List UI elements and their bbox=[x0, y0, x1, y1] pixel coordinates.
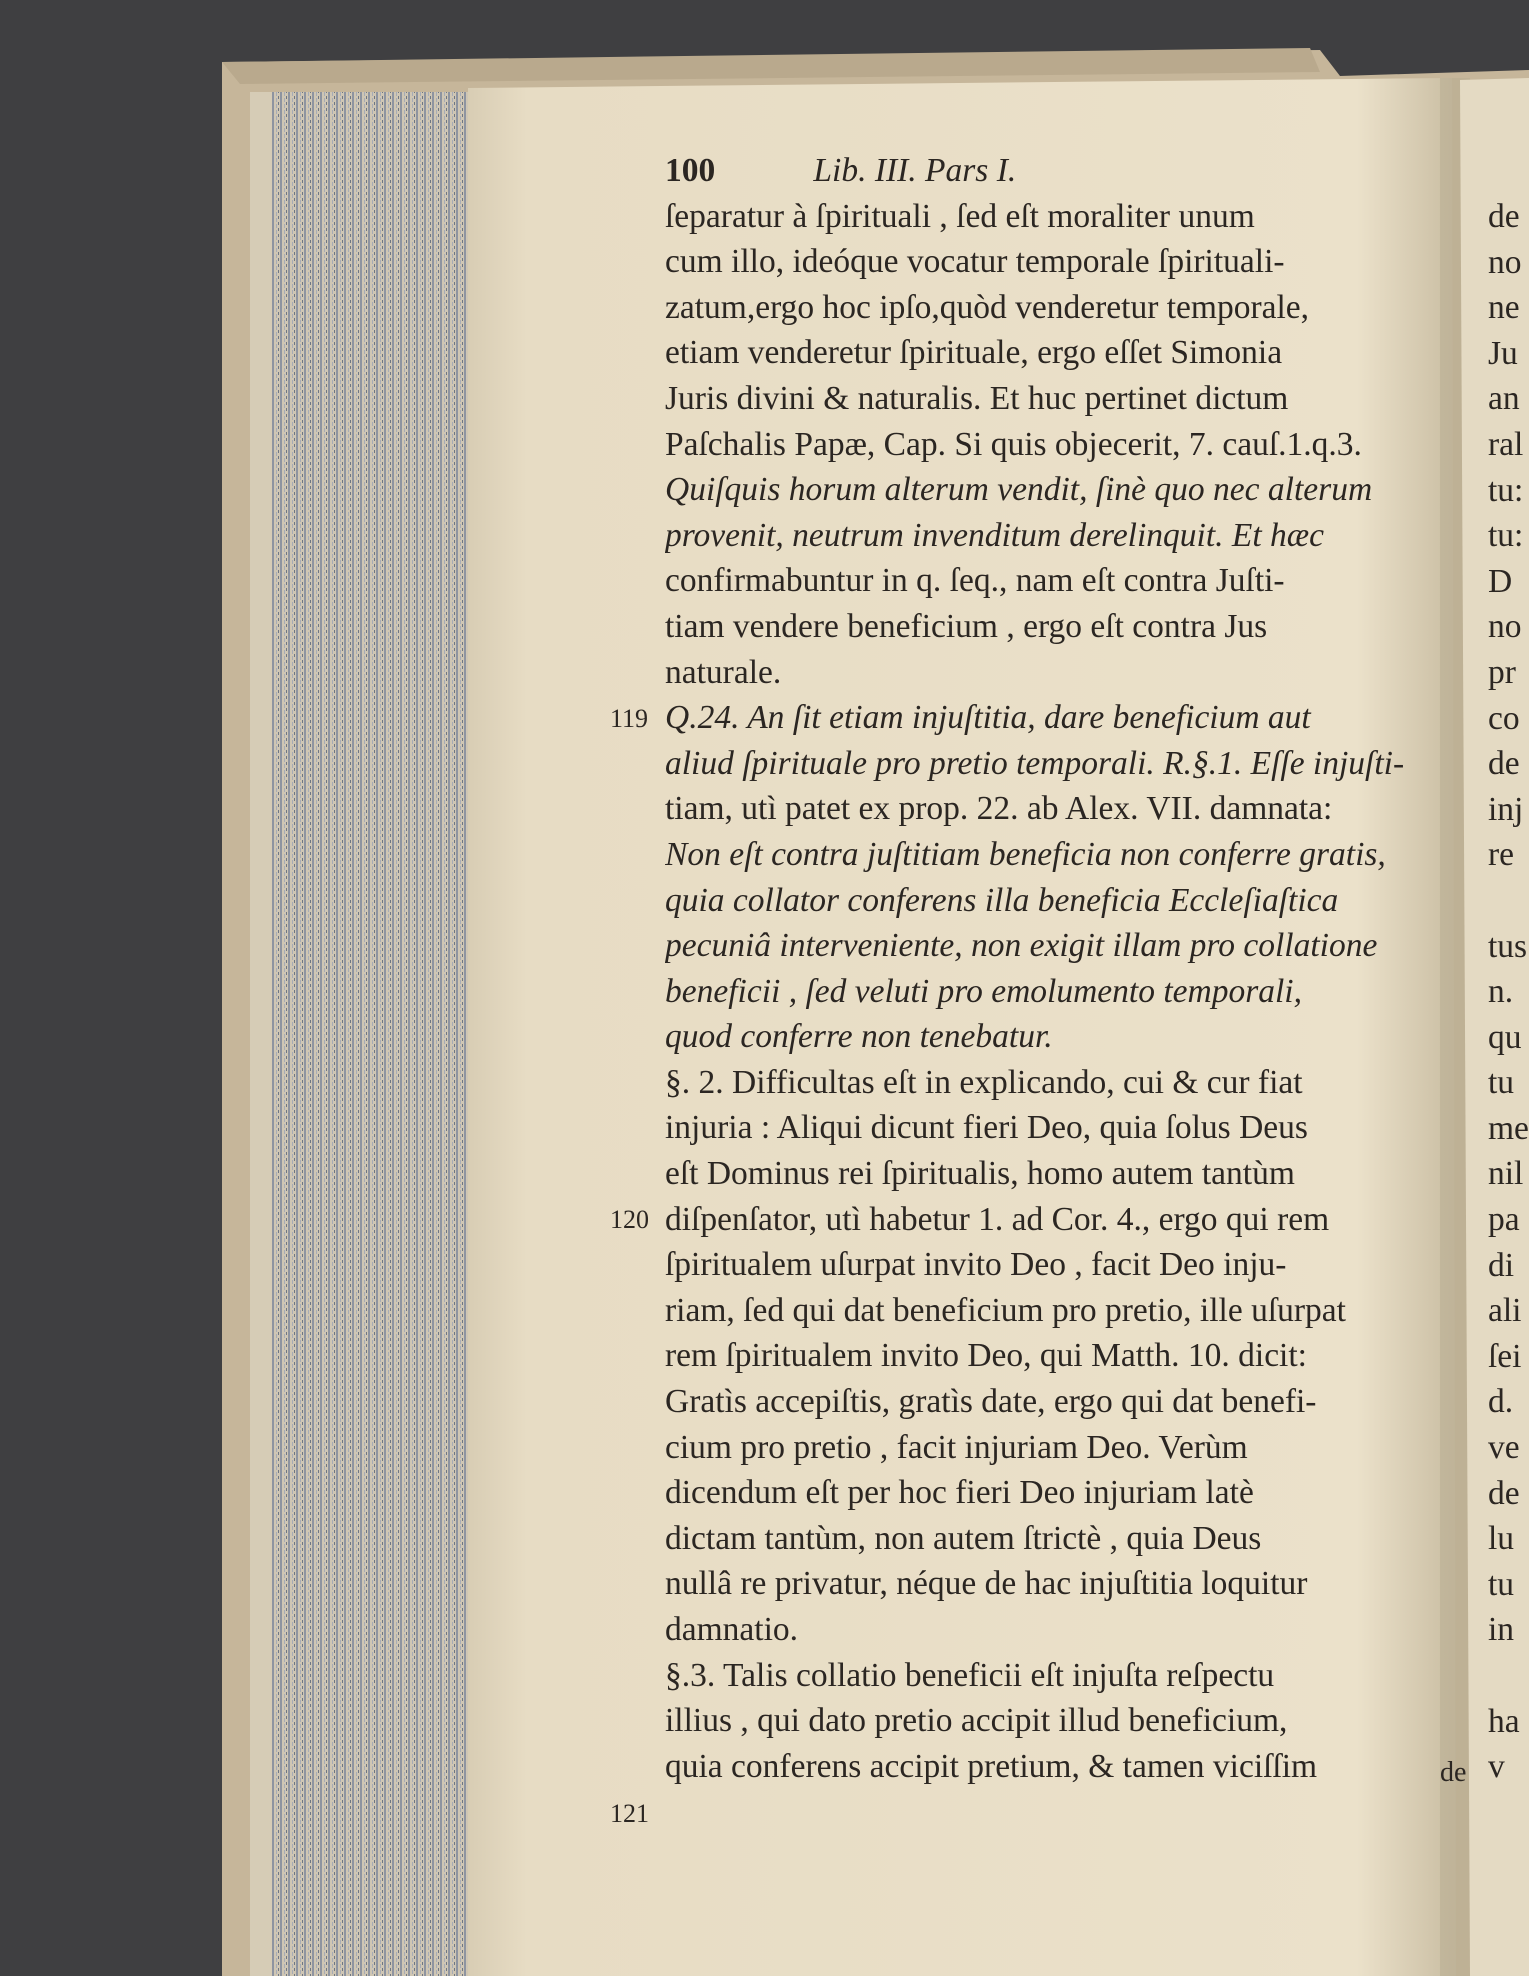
text-line: ſeparatur à ſpirituali , ſed eſt moraliter unum bbox=[665, 197, 1255, 235]
facing-line: in bbox=[1488, 1611, 1515, 1649]
text-line: eſt Dominus rei ſpiritualis, homo autem tantùm bbox=[665, 1155, 1295, 1193]
text-line: damnatio. bbox=[665, 1611, 799, 1648]
facing-line: nil bbox=[1488, 1155, 1524, 1193]
text-line: dictam tantùm, non autem ſtrictè , quia Deus bbox=[665, 1519, 1262, 1557]
text-line: naturale. bbox=[665, 653, 782, 691]
text-line: dicendum eſt per hoc fieri Deo injuriam latè bbox=[665, 1474, 1254, 1512]
margin-number: 119 bbox=[610, 704, 649, 733]
text-line: injuria : Aliqui dicunt fieri Deo, quia ſolus Deus bbox=[665, 1109, 1308, 1147]
facing-line: d. bbox=[1488, 1383, 1514, 1421]
page-edge-stack bbox=[268, 92, 468, 1976]
facing-line: qu bbox=[1488, 1018, 1522, 1056]
facing-line: co bbox=[1488, 699, 1520, 737]
text-line: tiam, utì patet ex prop. 22. ab Alex. VII. damnata: bbox=[665, 790, 1333, 828]
running-header bbox=[665, 148, 1460, 194]
facing-line: ali bbox=[1488, 1292, 1522, 1330]
facing-line: inj bbox=[1488, 790, 1524, 828]
facing-line: lu bbox=[1488, 1520, 1515, 1558]
text-line: Gratìs accepiſtis, gratìs date, ergo qui dat benefi- bbox=[665, 1383, 1317, 1421]
text-line: quia conferens accipit pretium, & tamen viciſſim bbox=[665, 1747, 1318, 1785]
facing-line: pa bbox=[1488, 1201, 1520, 1239]
page-number: 100 bbox=[665, 152, 716, 189]
facing-line: n. bbox=[1488, 973, 1514, 1011]
text-line: aliud ſpirituale pro pretio temporali. R.§.1. Eſſe injuſti- bbox=[665, 744, 1405, 782]
facing-page-fragments bbox=[1488, 194, 1529, 1790]
text-line: cum illo, ideóque vocatur temporale ſpirituali- bbox=[665, 243, 1285, 281]
text-line: riam, ſed qui dat beneficium pro pretio, ille uſurpat bbox=[665, 1291, 1346, 1329]
text-line: cium pro pretio , facit injuriam Deo. Verùm bbox=[665, 1428, 1248, 1466]
facing-line: ve bbox=[1488, 1429, 1520, 1467]
facing-line: me bbox=[1488, 1109, 1529, 1147]
text-line: quia collator conferens illa beneficia Eccleſiaſtica bbox=[665, 881, 1339, 919]
facing-line: pr bbox=[1488, 653, 1516, 691]
facing-line: no bbox=[1488, 243, 1522, 281]
facing-line: ha bbox=[1488, 1702, 1520, 1740]
text-line: beneficii , ſed veluti pro emolumento temporali, bbox=[665, 972, 1302, 1010]
text-line: Quiſquis horum alterum vendit, ſinè quo nec alterum bbox=[665, 471, 1373, 509]
text-line: zatum,ergo hoc ipſo,quòd venderetur temporale, bbox=[665, 288, 1310, 326]
text-line: confirmabuntur in q. ſeq., nam eſt contra Juſti- bbox=[665, 562, 1285, 600]
facing-line: tu: bbox=[1488, 517, 1524, 555]
text-line: tiam vendere beneficium , ergo eſt contra Jus bbox=[665, 607, 1268, 645]
text-line: §.3. Talis collatio beneficii eſt injuſta reſpectu bbox=[665, 1656, 1275, 1694]
facing-line: ral bbox=[1488, 425, 1524, 463]
facing-line: an bbox=[1488, 380, 1520, 418]
text-line: rem ſpiritualem invito Deo, qui Matth. 10. dicit: bbox=[665, 1337, 1307, 1375]
text-line: Q.24. An ſit etiam injuſtitia, dare beneficium aut bbox=[665, 699, 1311, 737]
facing-line bbox=[1488, 878, 1529, 924]
margin-number: 121 bbox=[610, 1799, 649, 1828]
facing-line: de bbox=[1488, 198, 1520, 235]
facing-line: ne bbox=[1488, 289, 1520, 327]
text-line: nullâ re privatur, néque de hac injuſtitia loquitur bbox=[665, 1565, 1308, 1603]
facing-line: tu bbox=[1488, 1064, 1515, 1102]
text-line: diſpenſator, utì habetur 1. ad Cor. 4., ergo qui rem bbox=[665, 1200, 1330, 1238]
facing-line: Ju bbox=[1488, 334, 1518, 372]
facing-line: de bbox=[1488, 745, 1520, 783]
running-title: Lib. III. Pars I. bbox=[813, 152, 1017, 189]
text-line: ſpiritualem uſurpat invito Deo , facit Deo inju- bbox=[665, 1246, 1287, 1284]
text-line: Paſchalis Papæ, Cap. Si quis objecerit, 7. cauſ.1.q.3. bbox=[665, 425, 1362, 463]
text-line: pecuniâ interveniente, non exigit illam pro collatione bbox=[665, 927, 1378, 965]
facing-line: no bbox=[1488, 608, 1522, 646]
facing-line: D bbox=[1488, 562, 1513, 600]
text-line: illius , qui dato pretio accipit illud beneficium, bbox=[665, 1702, 1288, 1740]
text-line: Non eſt contra juſtitiam beneficia non conferre gratis, bbox=[665, 835, 1386, 873]
facing-line: di bbox=[1488, 1246, 1515, 1284]
page-body bbox=[665, 148, 1460, 1789]
catchword: de bbox=[1440, 1757, 1467, 1788]
facing-line: re bbox=[1488, 836, 1515, 874]
facing-line: ſei bbox=[1488, 1337, 1522, 1375]
facing-line bbox=[1488, 1653, 1529, 1699]
facing-line: v bbox=[1488, 1748, 1505, 1786]
text-line: §. 2. Difficultas eſt in explicando, cui & cur fiat bbox=[665, 1063, 1303, 1101]
margin-number: 120 bbox=[610, 1205, 649, 1234]
text-line: provenit, neutrum invenditum derelinquit. Et hæc bbox=[665, 516, 1325, 554]
text-line: Juris divini & naturalis. Et huc pertinet dictum bbox=[665, 379, 1289, 417]
text-line: quod conferre non tenebatur. bbox=[665, 1018, 1053, 1056]
facing-line: tus bbox=[1488, 927, 1528, 965]
facing-line: tu bbox=[1488, 1565, 1515, 1603]
facing-line: de bbox=[1488, 1474, 1520, 1512]
text-line: etiam venderetur ſpirituale, ergo eſſet Simonia bbox=[665, 334, 1283, 372]
facing-line: tu: bbox=[1488, 471, 1524, 509]
